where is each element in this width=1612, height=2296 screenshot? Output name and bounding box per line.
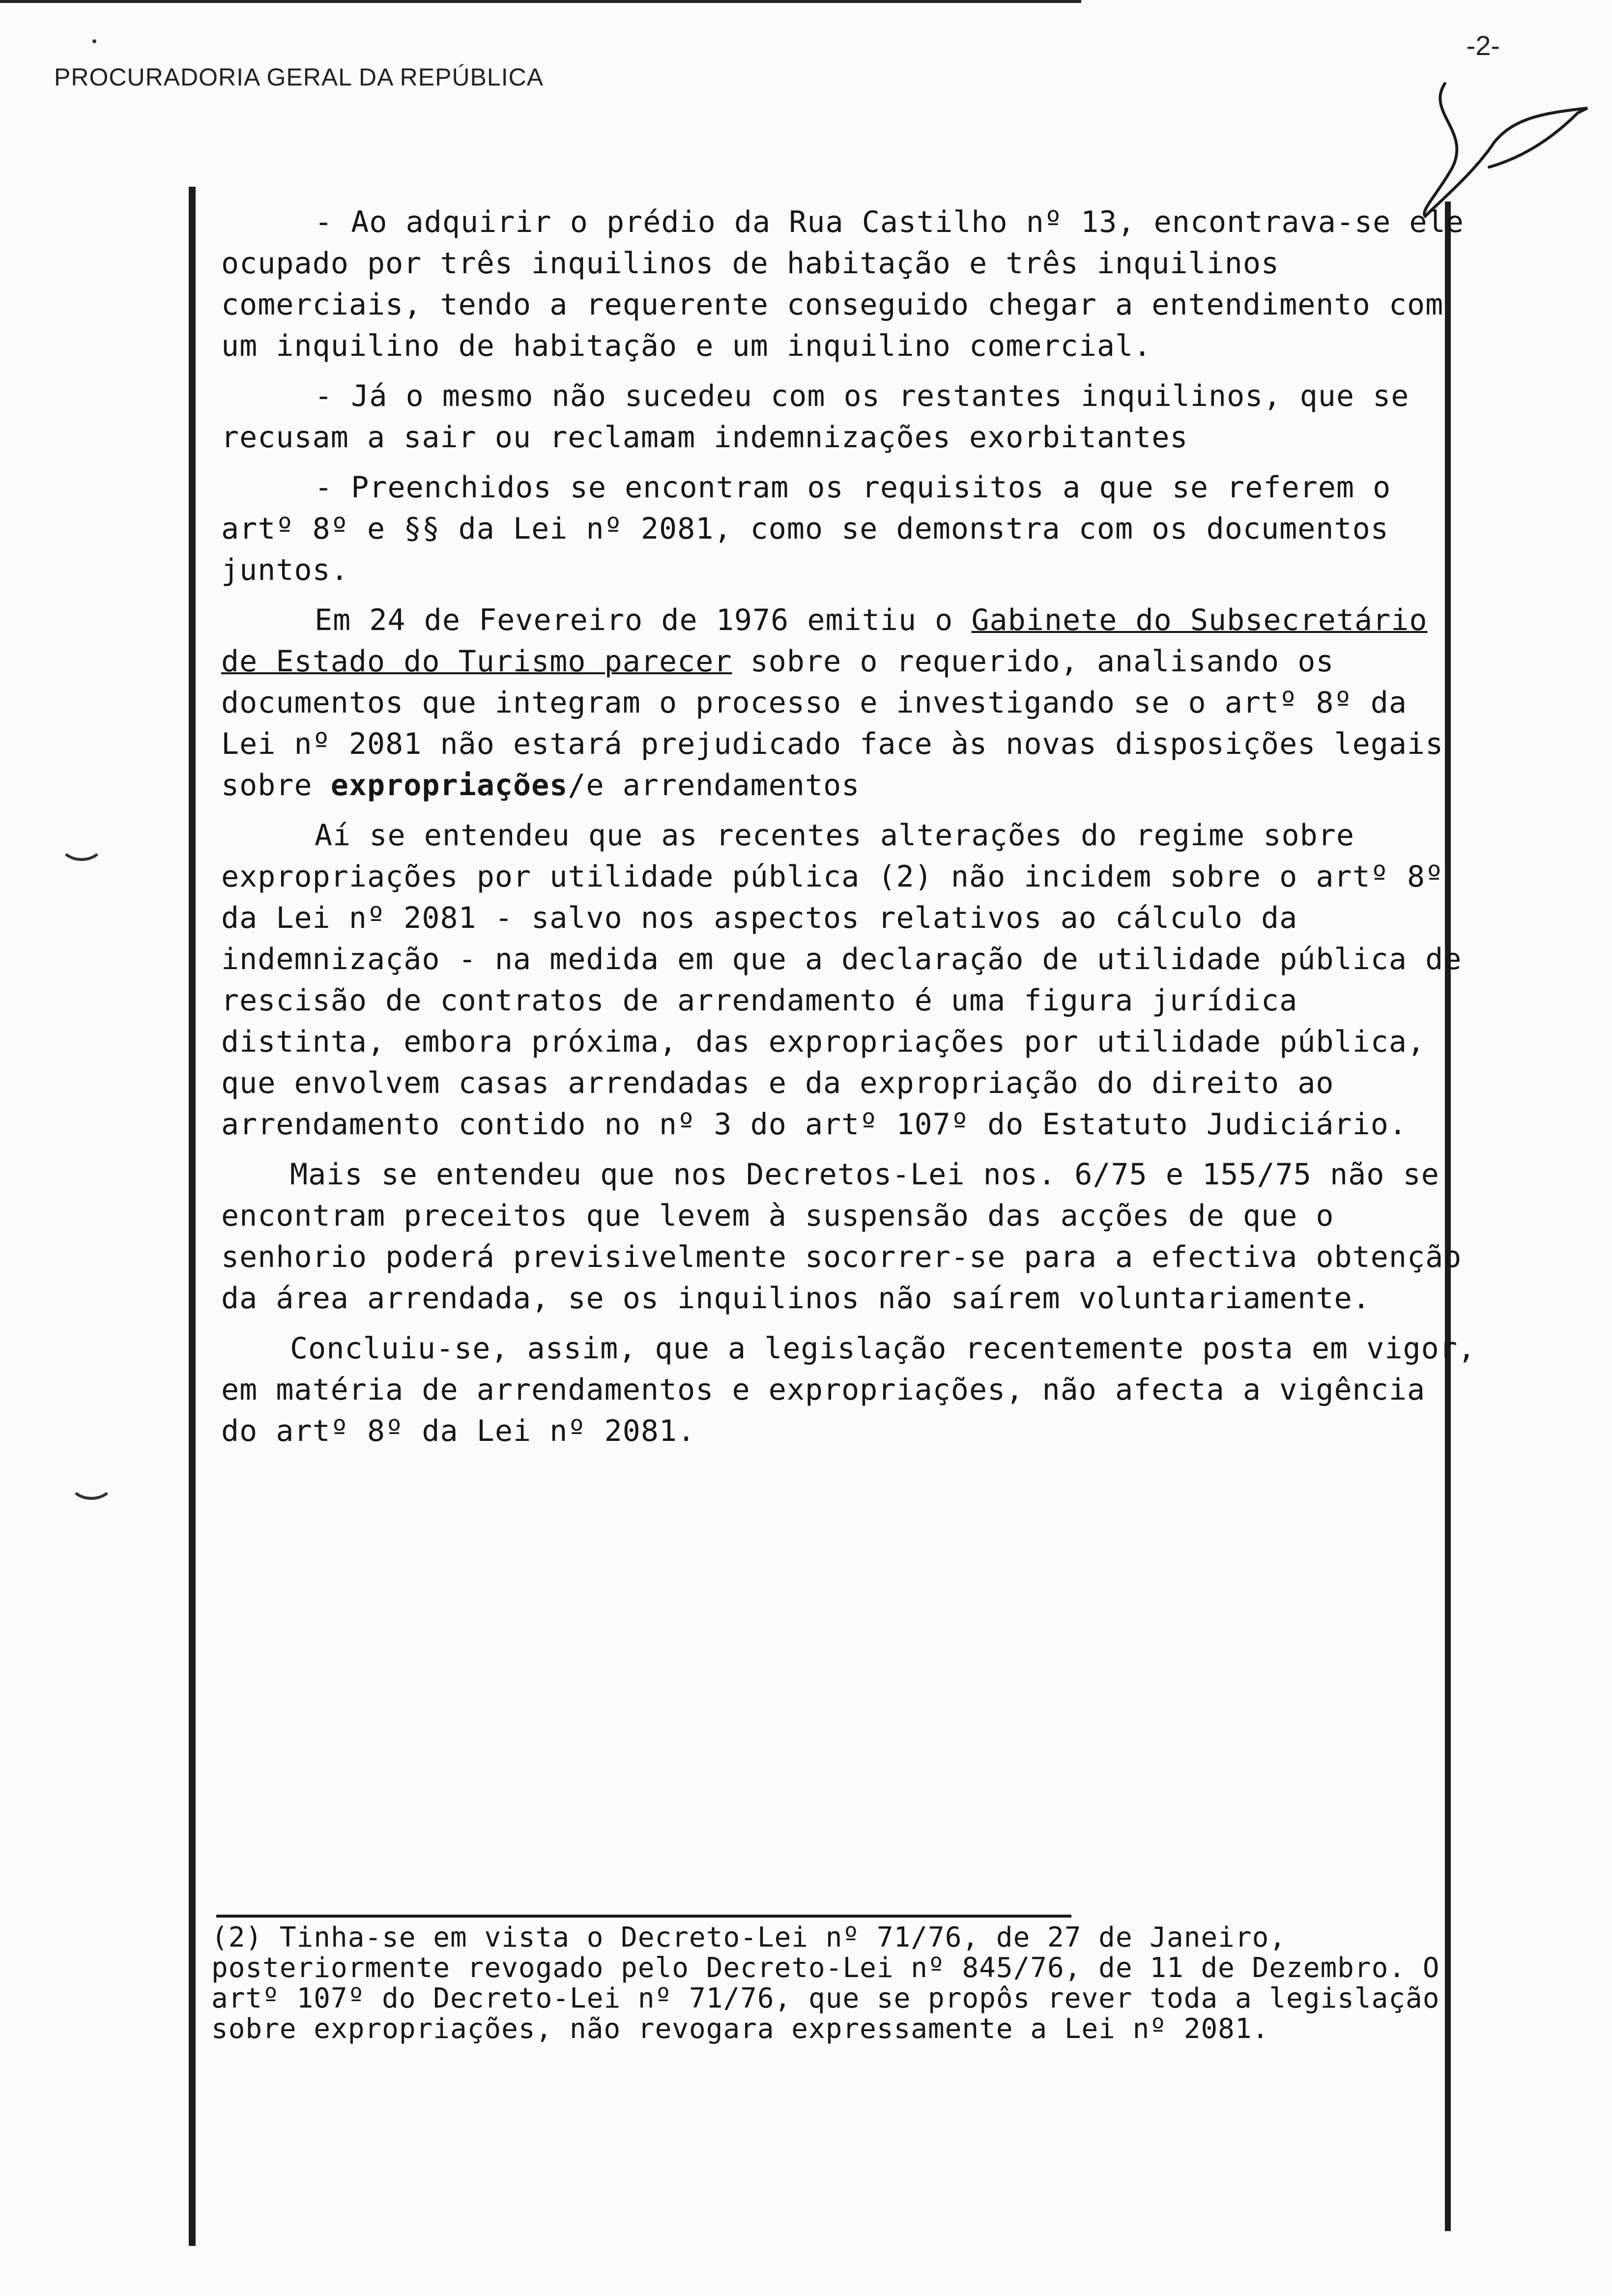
paragraph-text: sobre o requerido, analisando os documentos que integram o processo e investigando se o artº 8º da Lei nº 2081 não estará prejudicado face às novas disposições legais sobre xyxy=(221,644,1444,803)
paragraph-text: Em 24 de Fevereiro de 1976 emitiu o xyxy=(315,603,972,637)
left-margin-line xyxy=(189,187,196,2246)
paragraph-text: /e arrendamentos xyxy=(568,768,860,803)
bold-text: expropriações xyxy=(330,768,568,803)
institution-header: PROCURADORIA GERAL DA REPÚBLICA xyxy=(54,63,544,91)
page-number: -2- xyxy=(1466,30,1500,61)
paragraph: - Ao adquirir o prédio da Rua Castilho nº 13, encontrava-se ele ocupado por três inquilinos de habitação e três inquilinos comerciais, tendo a requerente conseguido chegar a entendimento com um inquilino de habitação e um inquilino comercial. xyxy=(221,205,1464,363)
margin-mark xyxy=(59,826,104,861)
paragraph xyxy=(221,600,1479,806)
paragraph: Aí se entendeu que as recentes alterações do regime sobre expropriações por utilidade pública (2) não incidem sobre o artº 8º da Lei nº 2081 - salvo nos aspectos relativos ao cálculo da indemnização - na medida em que a declaração de utilidade pública de rescisão de contratos de arrendamento é uma figura jurídica distinta, embora próxima, das expropriações por utilidade pública, que envolvem casas arrendadas e da expropriação do direito ao arrendamento contido no nº 3 do artº 107º do Estatuto Judiciário. xyxy=(221,818,1462,1142)
paragraph: - Já o mesmo não sucedeu com os restantes inquilinos, que se recusam a sair ou reclamam indemnizações exorbitantes xyxy=(221,379,1410,455)
top-border-line xyxy=(0,0,1081,3)
paragraph: - Preenchidos se encontram os requisitos a que se referem o artº 8º e §§ da Lei nº 2081, como se demonstra com os documentos juntos. xyxy=(221,470,1391,587)
paragraph: Mais se entendeu que nos Decretos-Lei nos. 6/75 e 155/75 não se encontram preceitos que levem à suspensão das acções de que o senhorio poderá previsivelmente socorrer-se para a efectiva obtenção da área arrendada, se os inquilinos não saírem voluntariamente. xyxy=(221,1157,1462,1316)
margin-mark xyxy=(69,1464,114,1500)
footnote: (2) Tinha-se em vista o Decreto-Lei nº 71/76, de 27 de Janeiro, posteriormente revogado pelo Decreto-Lei nº 845/76, de 11 de Dezembro. O artº 107º do Decreto-Lei nº 71/76, que se propôs rever toda a legislação sobre expropriações, não revogara expressamente a Lei nº 2081. xyxy=(211,1922,1440,2045)
header-dot xyxy=(92,39,96,43)
paragraph: Concluiu-se, assim, que a legislação recentemente posta em vigor, em matéria de arrendamentos e expropriações, não afecta a vigência do artº 8º da Lei nº 2081. xyxy=(221,1331,1476,1448)
footnote-divider xyxy=(216,1915,1071,1918)
underlined-text: Gabinete do Subsecretário de Estado do Turismo parecer xyxy=(221,603,1428,679)
document-body xyxy=(221,201,1479,1461)
